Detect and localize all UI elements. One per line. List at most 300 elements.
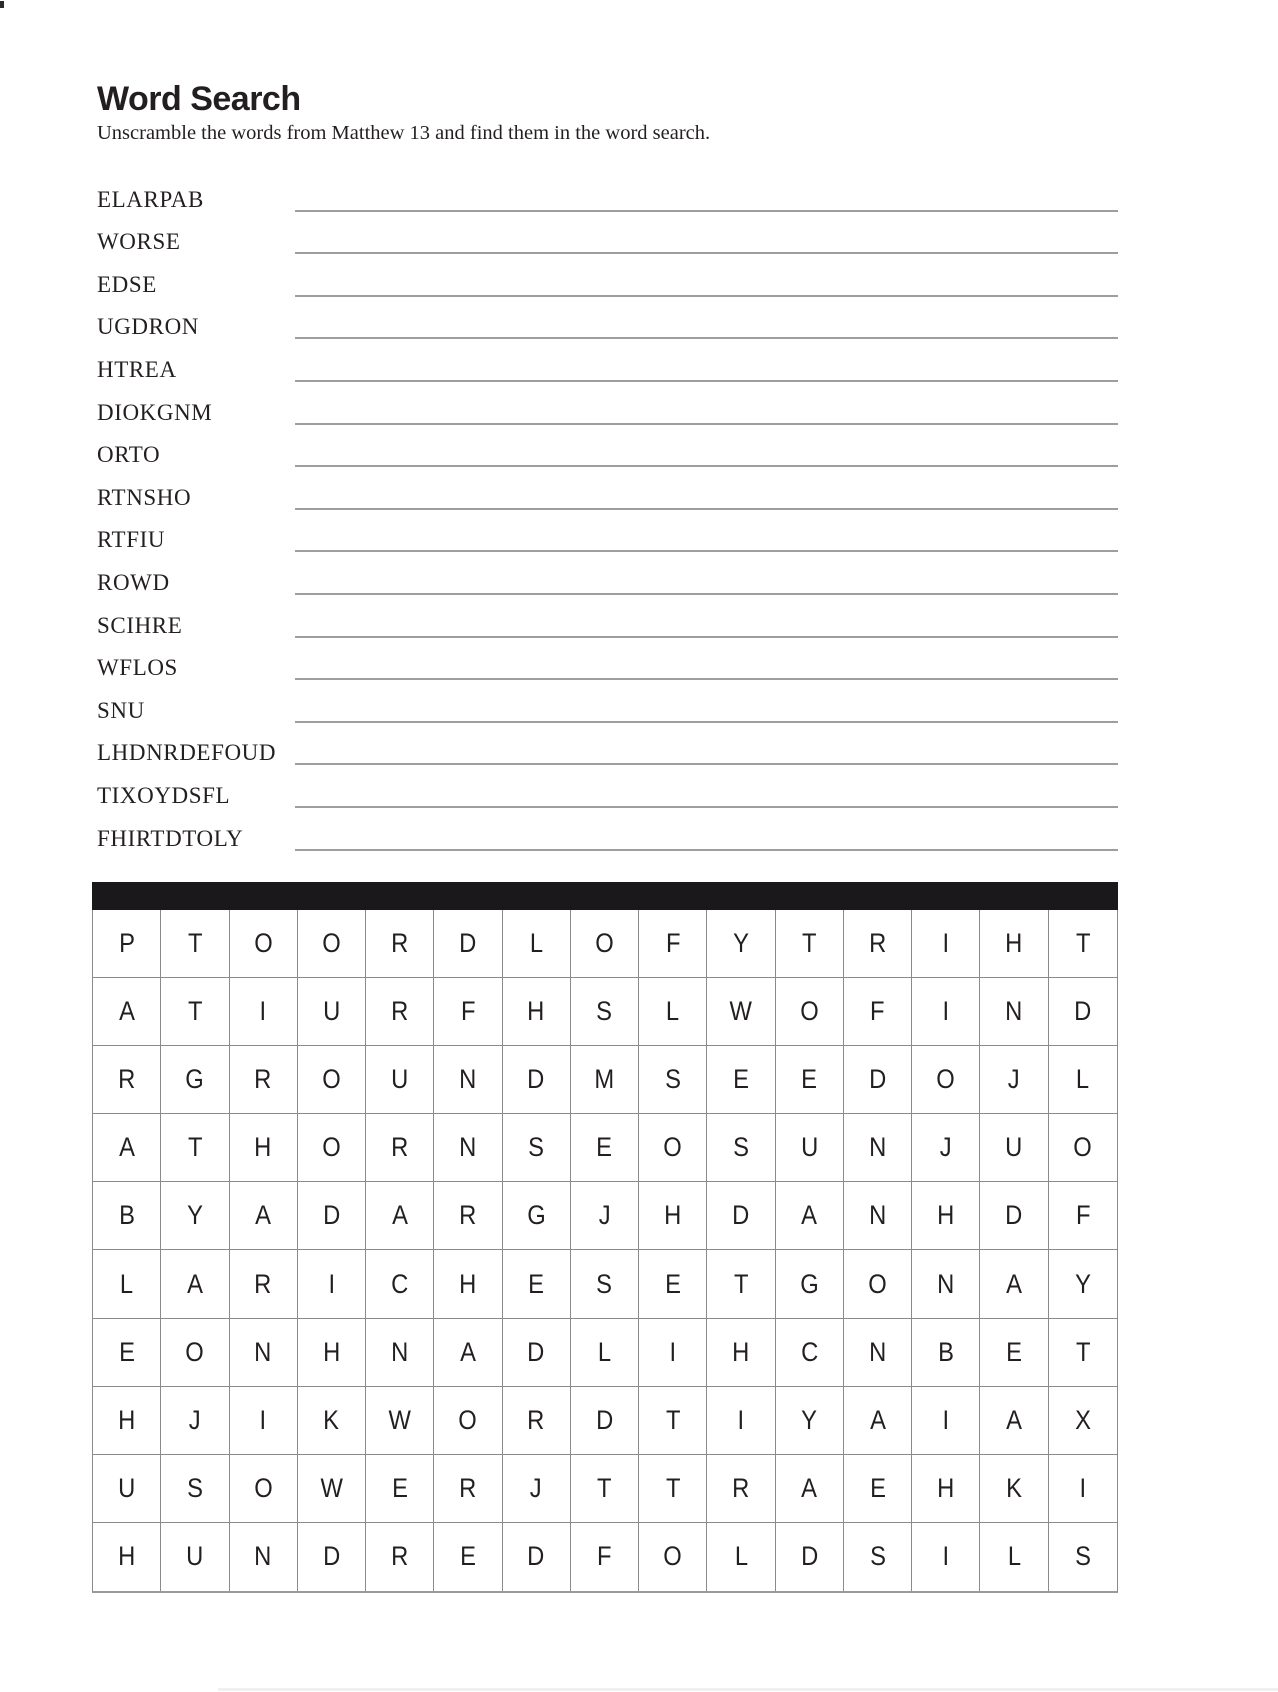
grid-cell	[639, 978, 707, 1046]
grid-cell	[776, 1319, 844, 1387]
grid-cell	[93, 1319, 161, 1387]
grid-letter: U	[118, 1472, 136, 1503]
grid-cell	[434, 1114, 502, 1182]
grid-cell	[844, 1250, 912, 1318]
grid-letter: J	[598, 1200, 611, 1231]
grid-letter: T	[187, 996, 203, 1027]
grid-cell	[366, 1523, 434, 1591]
grid-cell	[1049, 1182, 1117, 1250]
grid-cell	[1049, 1319, 1117, 1387]
grid-letter: O	[322, 1132, 341, 1163]
grid-letter: A	[460, 1336, 476, 1367]
grid-letter: N	[868, 1200, 887, 1231]
scrambled-word: WFLOS	[97, 655, 178, 681]
grid-letter: O	[322, 928, 341, 959]
grid-cell	[434, 910, 502, 978]
grid-cell	[366, 1455, 434, 1523]
scrambled-word: ORTO	[97, 442, 161, 468]
answer-blank	[295, 413, 1118, 425]
grid-letter: N	[868, 1132, 887, 1163]
grid-cell	[776, 1046, 844, 1114]
grid-cell	[912, 1387, 980, 1455]
grid-cell	[639, 1455, 707, 1523]
grid-letter: L	[734, 1541, 748, 1572]
grid-letter: W	[320, 1472, 343, 1503]
grid-cell	[298, 1182, 366, 1250]
grid-cell	[1049, 1114, 1117, 1182]
grid-cell	[639, 1319, 707, 1387]
grid-letter: E	[118, 1336, 135, 1367]
grid-cell	[230, 1455, 298, 1523]
grid-cell	[912, 1182, 980, 1250]
grid-cell	[571, 1250, 639, 1318]
grid-cell	[434, 1182, 502, 1250]
grid-letter: I	[942, 928, 950, 959]
grid-letter: S	[1074, 1541, 1091, 1572]
grid-letter: L	[529, 928, 543, 959]
grid-letter: R	[391, 928, 409, 959]
word-row	[97, 339, 1118, 382]
grid-letter: Y	[801, 1404, 818, 1435]
grid-cell	[844, 1182, 912, 1250]
grid-cell	[707, 1523, 775, 1591]
word-row	[97, 552, 1118, 595]
grid-letter: I	[328, 1268, 335, 1299]
grid-letter: O	[458, 1404, 478, 1435]
grid-cell	[434, 1046, 502, 1114]
grid-letter: T	[1075, 1336, 1091, 1367]
grid-letter: C	[800, 1336, 818, 1367]
scrambled-word: SCIHRE	[97, 612, 183, 638]
grid-cell	[844, 1455, 912, 1523]
grid-cell	[503, 1046, 571, 1114]
grid-cell	[571, 910, 639, 978]
scrambled-word: HTREA	[97, 356, 177, 382]
grid-letter: O	[868, 1268, 887, 1299]
grid-letter: A	[391, 1200, 408, 1231]
grid-letter: O	[253, 928, 273, 959]
answer-blank	[295, 242, 1118, 254]
grid-letter: Y	[186, 1200, 203, 1231]
grid-cell	[844, 1046, 912, 1114]
grid-letter: Y	[1074, 1268, 1091, 1299]
grid-letter: J	[939, 1132, 952, 1163]
grid-letter: U	[800, 1132, 818, 1163]
scrambled-word: UGDRON	[97, 314, 199, 340]
grid-letter: A	[801, 1200, 818, 1231]
grid-cell	[707, 1319, 775, 1387]
grid-cell	[571, 978, 639, 1046]
grid-letter: H	[254, 1132, 272, 1163]
grid-letter: X	[1074, 1404, 1091, 1435]
grid-letter: T	[665, 1472, 681, 1503]
grid-letter: D	[322, 1200, 341, 1231]
grid-letter: D	[868, 1064, 887, 1095]
grid-letter: L	[1007, 1541, 1021, 1572]
grid-cell	[503, 1182, 571, 1250]
grid-letter: S	[869, 1541, 886, 1572]
grid-cell	[1049, 1523, 1117, 1591]
grid-header-bar	[92, 882, 1118, 910]
grid-letter: G	[185, 1064, 205, 1095]
grid-letter: K	[323, 1404, 340, 1435]
grid-cell	[776, 978, 844, 1046]
grid-letter: E	[460, 1541, 476, 1572]
grid-cell	[1049, 978, 1117, 1046]
grid-cell	[230, 1182, 298, 1250]
grid-letter: I	[942, 996, 950, 1027]
grid-letter: O	[1073, 1132, 1093, 1163]
grid-letter: H	[1005, 928, 1023, 959]
grid-letter: E	[664, 1268, 681, 1299]
grid-cell	[1049, 1455, 1117, 1523]
grid-letter: S	[596, 996, 613, 1027]
grid-cell	[639, 1114, 707, 1182]
grid-cell	[571, 1046, 639, 1114]
grid-cell	[503, 1250, 571, 1318]
grid-cell	[844, 910, 912, 978]
grid-letter: R	[527, 1404, 545, 1435]
grid-cell	[298, 1250, 366, 1318]
grid-letter: D	[322, 1541, 341, 1572]
grid-letter: N	[254, 1541, 272, 1572]
answer-blank	[295, 711, 1118, 723]
grid-letter: S	[528, 1132, 545, 1163]
grid-cell	[298, 1319, 366, 1387]
grid-cell	[980, 1387, 1048, 1455]
page-subtitle: Unscramble the words from Matthew 13 and find them in the word search.	[97, 122, 711, 144]
scrambled-word: FHIRTDTOLY	[97, 825, 244, 851]
grid-cell	[366, 978, 434, 1046]
grid-letter: N	[459, 1132, 477, 1163]
word-row	[97, 467, 1118, 510]
grid-cell	[571, 1319, 639, 1387]
grid-letter: R	[459, 1472, 477, 1503]
grid-letter: L	[597, 1336, 612, 1367]
grid-cell	[639, 1046, 707, 1114]
word-row	[97, 723, 1118, 766]
grid-cell	[844, 1319, 912, 1387]
grid-cell	[503, 1455, 571, 1523]
grid-letter: I	[942, 1541, 950, 1572]
grid-cell	[776, 1182, 844, 1250]
grid-letter: L	[1076, 1064, 1090, 1095]
grid-cell	[434, 978, 502, 1046]
grid-letter: J	[530, 1472, 543, 1503]
grid-letter: O	[322, 1064, 341, 1095]
grid-cell	[707, 1114, 775, 1182]
grid-letter: A	[869, 1404, 886, 1435]
grid-letter: S	[664, 1064, 681, 1095]
scrambled-word: DIOKGNM	[97, 399, 213, 425]
grid-letter: I	[1079, 1472, 1087, 1503]
grid-cell	[639, 1182, 707, 1250]
answer-blank	[295, 753, 1118, 765]
grid-letter: I	[259, 996, 267, 1027]
grid-letter: M	[594, 1064, 615, 1095]
grid-cell	[434, 1387, 502, 1455]
grid-cell	[434, 1250, 502, 1318]
answer-blank	[295, 583, 1118, 595]
grid-cell	[707, 1182, 775, 1250]
grid-cell	[980, 1455, 1048, 1523]
grid-cell	[707, 1250, 775, 1318]
answer-blank	[295, 285, 1118, 297]
grid-letter: B	[118, 1200, 135, 1231]
grid-letter: R	[732, 1472, 750, 1503]
grid-letter: G	[526, 1200, 546, 1231]
word-row	[97, 212, 1118, 255]
grid-cell	[298, 1114, 366, 1182]
grid-cell	[844, 978, 912, 1046]
grid-letter: T	[733, 1268, 749, 1299]
grid-cell	[639, 910, 707, 978]
answer-blank	[295, 839, 1118, 851]
grid-letter: R	[868, 928, 887, 959]
grid-letter: A	[118, 1132, 135, 1163]
grid-cell	[93, 1114, 161, 1182]
grid-letter: T	[802, 928, 817, 959]
grid-letter: S	[596, 1268, 613, 1299]
grid-cell	[707, 910, 775, 978]
grid-cell	[980, 1250, 1048, 1318]
grid-letter: G	[800, 1268, 819, 1299]
answer-blank	[295, 498, 1118, 510]
grid-letter: O	[800, 996, 819, 1027]
grid-letter: D	[527, 1541, 545, 1572]
grid-cell	[93, 1455, 161, 1523]
grid-letter: I	[669, 1336, 677, 1367]
grid-letter: T	[187, 928, 203, 959]
grid-cell	[776, 910, 844, 978]
grid-letter: W	[388, 1404, 411, 1435]
word-row	[97, 638, 1118, 681]
grid-letter: D	[527, 1064, 545, 1095]
grid-letter: J	[188, 1404, 201, 1435]
grid-cell	[230, 1046, 298, 1114]
grid-letter: S	[186, 1472, 203, 1503]
grid-letter: E	[801, 1064, 818, 1095]
grid-cell	[93, 978, 161, 1046]
word-row	[97, 808, 1118, 851]
scrambled-word: WORSE	[97, 229, 181, 255]
grid-cell	[161, 1455, 229, 1523]
grid-cell	[93, 1182, 161, 1250]
grid-cell	[571, 1387, 639, 1455]
grid-cell	[161, 1250, 229, 1318]
grid-letter: U	[1005, 1132, 1023, 1163]
grid-cell	[503, 1523, 571, 1591]
grid-cell	[434, 1455, 502, 1523]
grid-cell	[980, 1046, 1048, 1114]
grid-letter: P	[118, 928, 135, 959]
grid-cell	[230, 1387, 298, 1455]
grid-cell	[230, 1523, 298, 1591]
grid-cell	[1049, 1250, 1117, 1318]
word-row	[97, 254, 1118, 297]
scrambled-word: RTFIU	[97, 527, 166, 553]
grid-cell	[161, 1387, 229, 1455]
grid-cell	[503, 978, 571, 1046]
grid-cell	[161, 1114, 229, 1182]
grid-letter: K	[1006, 1472, 1023, 1503]
grid-letter: E	[391, 1472, 408, 1503]
grid-cell	[980, 910, 1048, 978]
grid-letter: I	[737, 1404, 745, 1435]
grid-letter: R	[391, 996, 409, 1027]
grid-letter: E	[596, 1132, 613, 1163]
grid-letter: E	[1006, 1336, 1023, 1367]
grid-cell	[912, 910, 980, 978]
grid-letter: A	[255, 1200, 272, 1231]
grid-letter: T	[1075, 928, 1091, 959]
page-corner-artifact	[0, 1, 4, 8]
grid-cell	[639, 1250, 707, 1318]
scrambled-word: EDSE	[97, 271, 157, 297]
grid-letter: F	[1075, 1200, 1091, 1231]
scrambled-word: ROWD	[97, 569, 170, 595]
grid-cell	[503, 1387, 571, 1455]
grid-cell	[980, 978, 1048, 1046]
grid-cell	[434, 1523, 502, 1591]
grid-cell	[93, 1387, 161, 1455]
grid-letter: O	[253, 1472, 273, 1503]
grid-cell	[434, 1319, 502, 1387]
grid-cell	[366, 1046, 434, 1114]
word-row	[97, 425, 1118, 468]
grid-letter: R	[391, 1541, 409, 1572]
grid-letter: D	[732, 1200, 750, 1231]
grid-letter: H	[118, 1541, 136, 1572]
grid-cell	[776, 1455, 844, 1523]
grid-cell	[571, 1455, 639, 1523]
grid-letter: D	[459, 928, 477, 959]
word-row	[97, 765, 1118, 808]
answer-blank	[295, 327, 1118, 339]
grid-letter: A	[1006, 1268, 1023, 1299]
grid-cell	[161, 978, 229, 1046]
grid-cell	[1049, 1046, 1117, 1114]
grid-cell	[93, 1523, 161, 1591]
grid-cell	[230, 1114, 298, 1182]
grid-cell	[912, 1114, 980, 1182]
grid-cell	[571, 1523, 639, 1591]
grid-letter: E	[733, 1064, 749, 1095]
scrambled-word: SNU	[97, 697, 145, 723]
grid-cell	[980, 1523, 1048, 1591]
letter-grid	[92, 910, 1118, 1593]
page-title: Word Search	[97, 80, 301, 118]
grid-letter: S	[733, 1132, 749, 1163]
grid-letter: H	[322, 1336, 341, 1367]
grid-letter: F	[665, 928, 681, 959]
grid-letter: H	[732, 1336, 750, 1367]
grid-cell	[844, 1114, 912, 1182]
grid-letter: R	[118, 1064, 136, 1095]
grid-cell	[844, 1387, 912, 1455]
grid-cell	[93, 1046, 161, 1114]
grid-cell	[707, 1387, 775, 1455]
grid-cell	[912, 1046, 980, 1114]
grid-letter: F	[870, 996, 885, 1027]
scrambled-word: TIXOYDSFL	[97, 782, 231, 808]
grid-cell	[776, 1523, 844, 1591]
word-row	[97, 169, 1118, 212]
grid-letter: T	[665, 1404, 681, 1435]
grid-letter: J	[1008, 1064, 1021, 1095]
grid-letter: E	[869, 1472, 886, 1503]
grid-cell	[298, 910, 366, 978]
grid-cell	[230, 910, 298, 978]
grid-letter: O	[663, 1132, 683, 1163]
grid-cell	[707, 1455, 775, 1523]
grid-letter: L	[120, 1268, 134, 1299]
word-row	[97, 595, 1118, 638]
grid-cell	[912, 1523, 980, 1591]
grid-letter: T	[187, 1132, 203, 1163]
answer-blank	[295, 626, 1118, 638]
page-bottom-edge	[218, 1688, 1278, 1691]
grid-letter: O	[663, 1541, 683, 1572]
answer-blank	[295, 540, 1118, 552]
grid-letter: A	[1006, 1404, 1023, 1435]
word-row	[97, 510, 1118, 553]
grid-cell	[639, 1523, 707, 1591]
grid-letter: N	[868, 1336, 887, 1367]
grid-letter: N	[937, 1268, 955, 1299]
grid-letter: H	[937, 1472, 955, 1503]
grid-letter: D	[1005, 1200, 1023, 1231]
grid-cell	[366, 1319, 434, 1387]
grid-letter: W	[729, 996, 753, 1027]
word-row	[97, 680, 1118, 723]
grid-cell	[366, 1250, 434, 1318]
grid-cell	[298, 1387, 366, 1455]
grid-cell	[230, 1250, 298, 1318]
grid-cell	[298, 1046, 366, 1114]
grid-cell	[1049, 910, 1117, 978]
grid-letter: A	[118, 996, 135, 1027]
grid-letter: C	[391, 1268, 409, 1299]
grid-letter: I	[942, 1404, 950, 1435]
grid-letter: N	[391, 1336, 409, 1367]
grid-cell	[707, 1046, 775, 1114]
grid-letter: H	[937, 1200, 955, 1231]
word-list	[97, 169, 1118, 851]
grid-letter: R	[459, 1200, 477, 1231]
grid-cell	[912, 1250, 980, 1318]
grid-cell	[980, 1319, 1048, 1387]
grid-cell	[366, 1387, 434, 1455]
answer-blank	[295, 796, 1118, 808]
grid-cell	[161, 910, 229, 978]
grid-cell	[161, 1523, 229, 1591]
grid-letter: D	[595, 1404, 614, 1435]
grid-cell	[571, 1114, 639, 1182]
word-row	[97, 297, 1118, 340]
grid-letter: T	[597, 1472, 612, 1503]
grid-cell	[503, 1114, 571, 1182]
grid-letter: U	[322, 996, 341, 1027]
grid-cell	[503, 910, 571, 978]
grid-cell	[1049, 1387, 1117, 1455]
answer-blank	[295, 370, 1118, 382]
grid-cell	[707, 978, 775, 1046]
grid-cell	[639, 1387, 707, 1455]
grid-cell	[230, 1319, 298, 1387]
grid-cell	[912, 1455, 980, 1523]
grid-cell	[776, 1250, 844, 1318]
